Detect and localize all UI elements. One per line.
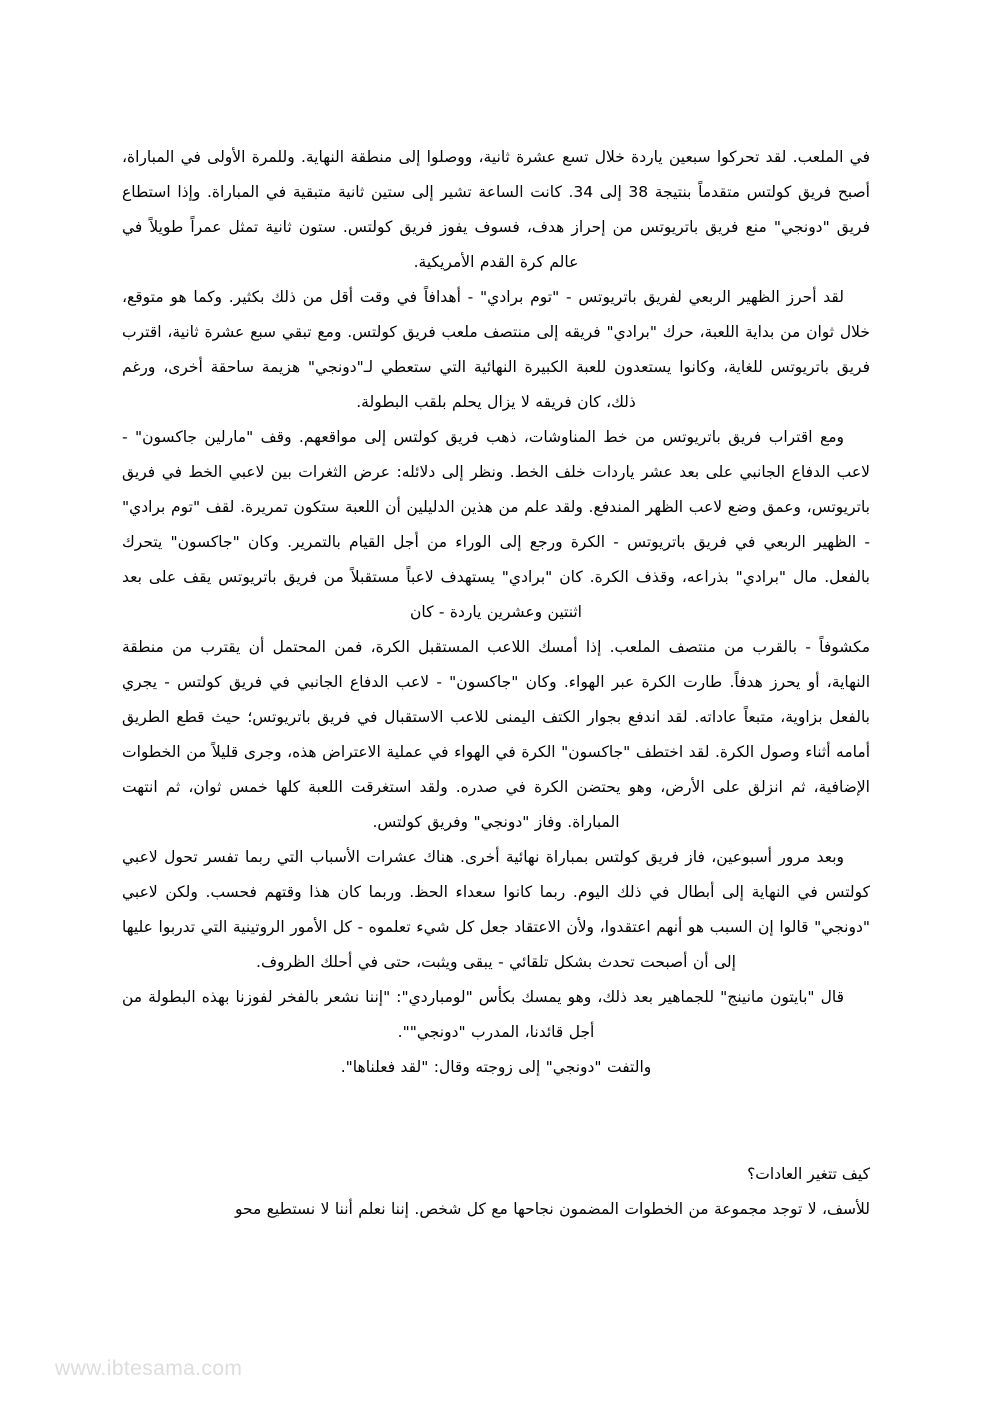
paragraph-2: لقد أحرز الظهير الربعي لفريق باتريوتس - "توم برادي" - أهدافاً في وقت أقل من ذلك بكثير. وكما هو متوقع، خلال ثوان من بداية اللعبة، حرك "برادي" فريقه إلى منتصف ملعب فريق كولتس. ومع تبقي سبع عشرة ثانية، اقترب فريق باتريوتس للغاية، وكانوا يستعدون للعبة الكبيرة النهائية التي ستعطي لـ"دونجي" هزيمة ساحقة أخرى، ورغم ذلك، كان فريقه لا يزال يحلم بلقب البطولة.: [122, 288, 870, 411]
site-watermark: www.ibtesama.com: [55, 1357, 243, 1380]
section-spacer: [122, 1085, 870, 1157]
section-body-paragraph: للأسف، لا توجد مجموعة من الخطوات المضمون نجاحها مع كل شخص. إننا نعلم أننا لا نستطيع محو: [234, 1200, 870, 1218]
section-heading: كيف تتغير العادات؟: [747, 1165, 870, 1183]
paragraph-7: والتفت "دونجي" إلى زوجته وقال: "لقد فعلناها".: [340, 1058, 652, 1076]
paragraph-1: في الملعب. لقد تحركوا سبعين ياردة خلال تسع عشرة ثانية، ووصلوا إلى منطقة النهاية. وللمرة الأولى في المباراة، أصبح فريق كولتس متقدماً بنتيجة 38 إلى 34. كانت الساعة تشير إلى ستين ثانية متبقية في المباراة. وإذا استطاع فريق "دونجي" منع فريق باتريوتس من إحراز هدف، فسوف يفوز فريق كولتس. ستون ثانية تمثل عمراً طويلاً في عالم كرة القدم الأمريكية.: [122, 148, 870, 271]
document-body: [122, 140, 870, 1227]
paragraph-3: ومع اقتراب فريق باتريوتس من خط المناوشات، ذهب فريق كولتس إلى مواقعهم. وقف "مارلين جاكسون" - لاعب الدفاع الجانبي على بعد عشر ياردات خلف الخط. ونظر إلى دلائله: عرض الثغرات بين لاعبي الخط في فريق باتريوتس، وعمق وضع لاعب الظهر المندفع. ولقد علم من هذين الدليلين أن اللعبة ستكون تمريرة. لقف "توم برادي" - الظهير الربعي في فريق باتريوتس - الكرة ورجع إلى الوراء من أجل القيام بالتمرير. وكان "جاكسون" يتحرك بالفعل. مال "برادي" بذراعه، وقذف الكرة. كان "برادي" يستهدف لاعباً مستقبلاً من فريق باتريوتس يقف على بعد اثنتين وعشرين ياردة - كان: [122, 428, 870, 621]
paragraph-6: قال "بايتون مانينج" للجماهير بعد ذلك، وهو يمسك بكأس "لومباردي": "إننا نشعر بالفخر لفوزنا بهذه البطولة من أجل قائدنا، المدرب "دونجي"".: [122, 988, 844, 1041]
paragraph-4: مكشوفاً - بالقرب من منتصف الملعب. إذا أمسك اللاعب المستقبل الكرة، فمن المحتمل أن يقترب من منطقة النهاية، أو يحرز هدفاً. طارت الكرة عبر الهواء. وكان "جاكسون" - لاعب الدفاع الجانبي في فريق كولتس - يجري بالفعل بزاوية، متبعاً عاداته. لقد اندفع بجوار الكتف اليمنى للاعب الاستقبال في فريق باتريوتس؛ حيث قطع الطريق أمامه أثناء وصول الكرة. لقد اختطف "جاكسون" الكرة في الهواء في عملية الاعتراض هذه، وجرى قليلاً من الخطوات الإضافية، ثم انزلق على الأرض، وهو يحتضن الكرة في صدره. ولقد استغرقت اللعبة كلها خمس ثوان، ثم انتهت المباراة. وفاز "دونجي" وفريق كولتس.: [122, 638, 870, 831]
paragraph-5: وبعد مرور أسبوعين، فاز فريق كولتس بمباراة نهائية أخرى. هناك عشرات الأسباب التي ربما تفسر تحول لاعبي كولتس في النهاية إلى أبطال في ذلك اليوم. ربما كانوا سعداء الحظ. وربما كان هذا وقتهم فحسب. ولكن لاعبي "دونجي" قالوا إن السبب هو أنهم اعتقدوا، ولأن الاعتقاد جعل كل شيء تعلموه - كل الأمور الروتينية التي تدربوا عليها إلى أن أصبحت تحدث بشكل تلقائي - يبقى ويثبت، حتى في أحلك الظروف.: [122, 848, 870, 971]
